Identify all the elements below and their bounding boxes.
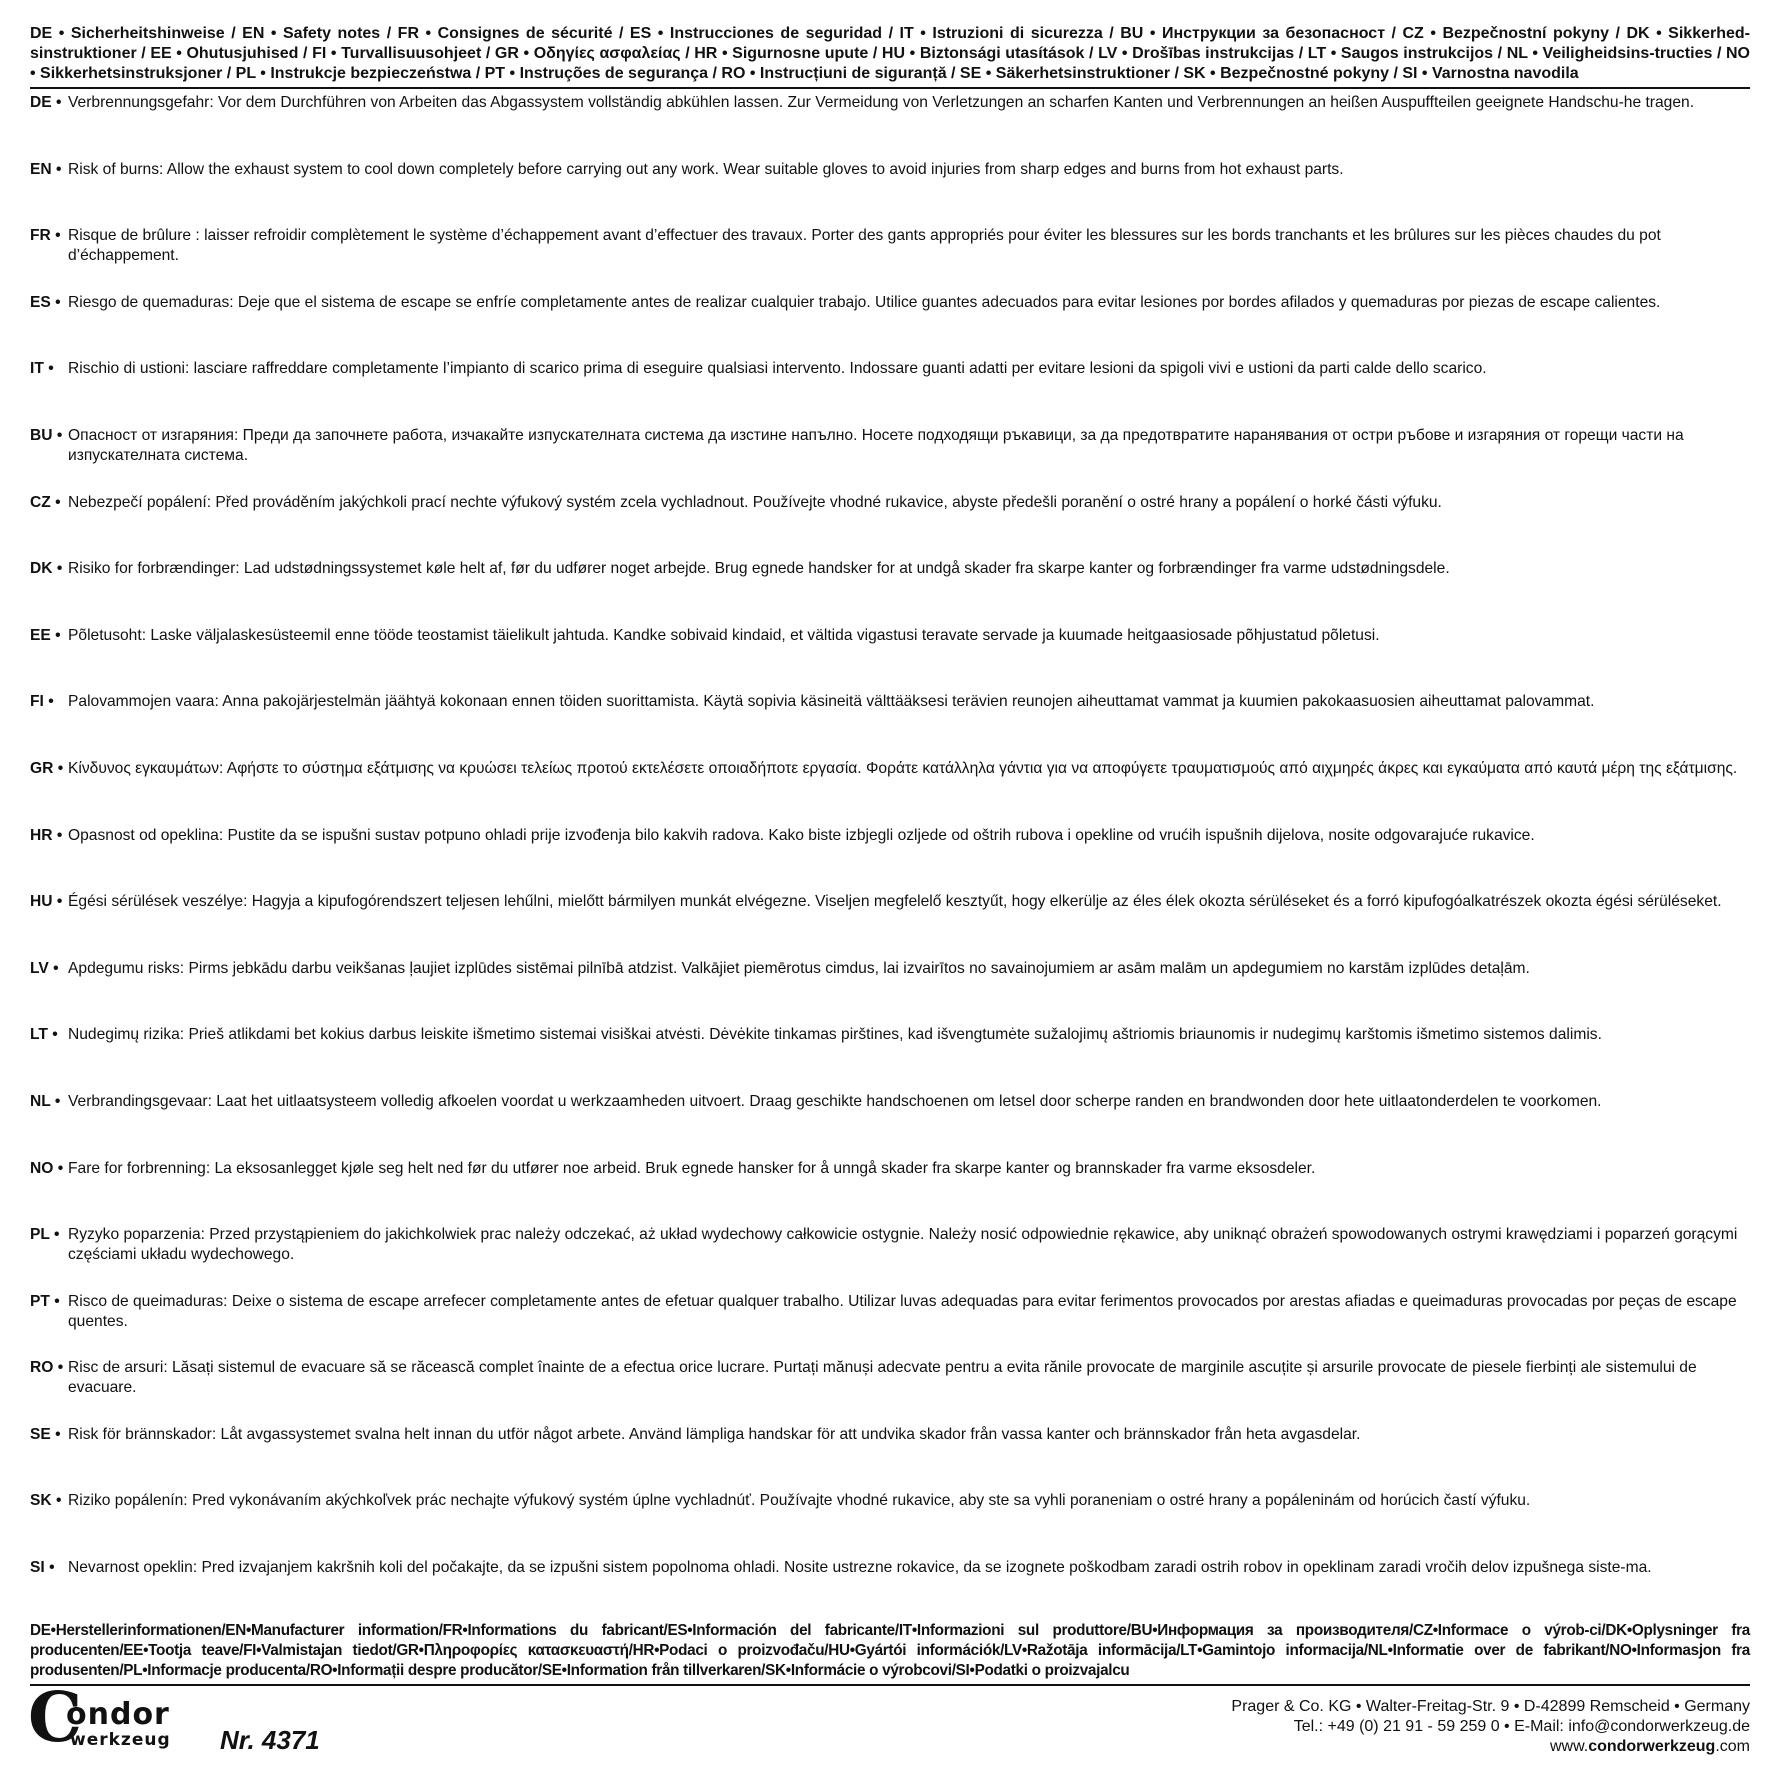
language-code: RO • xyxy=(30,1359,64,1377)
safety-note-hu xyxy=(30,892,1750,959)
safety-note-fr xyxy=(30,226,1750,293)
safety-note-lv xyxy=(30,959,1750,1026)
safety-note-pl xyxy=(30,1225,1750,1292)
safety-note-text: Verbrandingsgevaar: Laat het uitlaatsysteem volledig afkoelen voordat u werkzaamheden uitvoert. Draag geschikte handschoenen om letsel door scherpe randen en brandwonden door hete uitlaatonderdelen te voorkomen. xyxy=(68,1092,1602,1110)
language-code: PL • xyxy=(30,1226,60,1244)
safety-note-bu xyxy=(30,426,1750,493)
safety-notes-list xyxy=(30,93,1750,1625)
safety-note-dk xyxy=(30,559,1750,626)
safety-note-text: Fare for forbrenning: La eksosanlegget kjøle seg helt ned før du utfører noe arbeid. Bruk egnede hansker for å unngå skader fra skarpe kanter og brannskader fra varme eksosdeler. xyxy=(68,1159,1316,1177)
language-code: SK • xyxy=(30,1492,62,1510)
logo-initial: C xyxy=(28,1678,83,1758)
safety-note-nl xyxy=(30,1092,1750,1159)
language-code: DK • xyxy=(30,560,63,578)
safety-note-text: Risk för brännskador: Låt avgassystemet svalna helt innan du utför något arbete. Använd lämpliga handskar för att undvika skador från vassa kanter och brännskador från heta avgasdelar. xyxy=(68,1425,1361,1443)
safety-note-es xyxy=(30,293,1750,360)
safety-note-pt xyxy=(30,1292,1750,1359)
safety-note-cz xyxy=(30,493,1750,560)
language-code: LV • xyxy=(30,959,59,977)
manufacturer-info-heading: DE•Herstellerinformationen/EN•Manufacturer information/FR•Informations du fabricant/ES•Información del fabricante/IT•Informazioni sul produttore/BU•Информация за производителя/CZ•Informace o výrob-ci/DK•Oplysninger fra producenten/EE•Tootja teave/FI•Valmistajan tiedot/GR•Πληροφορίες κατασκευαστή/HR•Podaci o proizvođaču/HU•Gyártói információk/LV•Ražotāja informācija/LT•Gamintojo informacija/NL•Informatie over de fabrikant/NO•Informasjon fra produsenten/PL•Informacje producenta/RO•Informații despre producător/SE•Information från tillverkaren/SK•Informácie o výrobcovi/SI•Podatki o proizvajalcu xyxy=(30,1621,1750,1686)
safety-note-text: Apdegumu risks: Pirms jebkādu darbu veikšanas ļaujiet izplūdes sistēmai pilnībā atdzist. Valkājiet piemērotus cimdus, lai izvairītos no savainojumiem ar asām malām un apdegumiem no karstām izplūdes detaļām. xyxy=(68,959,1530,977)
safety-note-text: Nebezpečí popálení: Před prováděním jakýchkoli prací nechte výfukový systém zcela vychladnout. Používejte vhodné rukavice, abyste předešli poranění o ostré hrany a popálení o horké části výfuku. xyxy=(68,493,1442,511)
language-code: NO • xyxy=(30,1159,64,1177)
website-suffix: .com xyxy=(1715,1738,1750,1755)
safety-note-text: Κίνδυνος εγκαυμάτων: Αφήστε το σύστημα εξάτμισης να κρυώσει τελείως προτού εκτελέσετε οποιαδήποτε εργασία. Φοράτε κατάλληλα γάντια για να αποφύγετε τραυματισμούς από αιχμηρές άκρες και εγκαύματα από καυτά μέρη της εξάτμισης. xyxy=(68,759,1738,777)
language-code: EN • xyxy=(30,160,62,178)
language-code: PT • xyxy=(30,1292,60,1310)
website-domain: condorwerkzeug xyxy=(1588,1738,1716,1755)
safety-sheet xyxy=(30,24,1750,1625)
address-line: Prager & Co. KG • Walter-Freitag-Str. 9 • D-42899 Remscheid • Germany xyxy=(1231,1698,1750,1715)
safety-note-text: Ryzyko poparzenia: Przed przystąpieniem do jakichkolwiek prac należy odczekać, aż układ wydechowy całkowicie ostygnie. Należy nosić odpowiednie rękawice, aby uniknąć obrażeń spowodowanych ostrymi krawędziami i poparzeń gorącymi częściami układu wydechowego. xyxy=(68,1226,1738,1264)
safety-note-text: Risiko for forbrændinger: Lad udstødningssystemet køle helt af, før du udfører noget arbejde. Brug egnede handsker for at undgå skader fra skarpe kanter og forbrændinger fra varme udstødningsdele. xyxy=(68,560,1450,578)
website-prefix: www. xyxy=(1549,1738,1589,1755)
safety-note-gr xyxy=(30,759,1750,826)
language-code: DE • xyxy=(30,94,62,111)
safety-note-no xyxy=(30,1159,1750,1226)
language-code: EE • xyxy=(30,626,61,644)
safety-note-lt xyxy=(30,1025,1750,1092)
language-code: BU • xyxy=(30,426,63,444)
safety-note-sk xyxy=(30,1491,1750,1558)
safety-note-text: Risco de queimaduras: Deixe o sistema de escape arrefecer completamente antes de efetuar qualquer trabalho. Utilizar luvas adequadas para evitar ferimentos provocados por arestas afiadas e queimaduras provocadas por peças de escape quentes. xyxy=(68,1292,1737,1330)
language-code: LT • xyxy=(30,1026,58,1044)
language-code: HU • xyxy=(30,893,63,911)
language-code: NL • xyxy=(30,1092,61,1110)
safety-note-text: Risque de brûlure : laisser refroidir complètement le système d’échappement avant d’effectuer des travaux. Porter des gants appropriés pour éviter les blessures sur les bords tranchants et les brûlures sur les pièces chaudes du pot d’échappement. xyxy=(68,227,1661,265)
safety-note-text: Опасност от изгаряния: Преди да започнете работа, изчакайте изпускателната система да изстине напълно. Носете подходящи ръкавици, за да предотвратите наранявания от остри ръбове и изгаряния от горещи части на изпускателната система. xyxy=(68,426,1684,464)
language-code: FR • xyxy=(30,227,61,245)
safety-note-text: Opasnost od opeklina: Pustite da se ispušni sustav potpuno ohladi prije izvođenja bilo kakvih radova. Kako biste izbjegli ozljede od oštrih rubova i opekline od vrućih ispušnih dijelova, nosite odgovarajuće rukavice. xyxy=(68,826,1535,844)
language-code: HR • xyxy=(30,826,63,844)
safety-note-text: Nudegimų rizika: Prieš atlikdami bet kokius darbus leiskite išmetimo sistemai visiškai atvėsti. Dėvėkite tinkamas pirštines, kad išvengtumėte sužalojimų aštriomis briaunomis ir nudegimų karštomis išmetimo sistemos dalimis. xyxy=(68,1026,1602,1044)
language-code: FI • xyxy=(30,693,54,711)
manufacturer-address xyxy=(1231,1697,1750,1757)
language-code: IT • xyxy=(30,360,54,378)
safety-note-ee xyxy=(30,626,1750,693)
safety-note-text: Nevarnost opeklin: Pred izvajanjem kakršnih koli del počakajte, da se izpušni sistem popolnoma ohladi. Nosite ustrezne rokavice, da se izognete poškodbam zaradi ostrih robov in opeklinam zaradi vročih delov izpušnega siste-ma. xyxy=(68,1559,1652,1577)
language-code: CZ • xyxy=(30,493,61,511)
language-code: SE • xyxy=(30,1425,61,1443)
contact-line: Tel.: +49 (0) 21 91 - 59 259 0 • E-Mail: info@condorwerkzeug.de xyxy=(1293,1718,1750,1735)
safety-note-text: Põletusoht: Laske väljalaskesüsteemil enne tööde teostamist täielikult jahtuda. Kandke sobivaid kindaid, et vältida vigastusi teravate servade ja kuumade heitgaasiosade põhjustatud põletusi. xyxy=(68,626,1380,644)
safety-note-hr xyxy=(30,826,1750,893)
condor-logo xyxy=(28,1678,198,1758)
logo-word-werkzeug: werkzeug xyxy=(70,1730,171,1750)
safety-note-de xyxy=(30,93,1750,160)
safety-note-it xyxy=(30,359,1750,426)
safety-note-se xyxy=(30,1425,1750,1492)
safety-note-fi xyxy=(30,692,1750,759)
language-code: GR • xyxy=(30,759,64,777)
logo-word-ondor: ondor xyxy=(66,1697,170,1732)
language-code: ES • xyxy=(30,293,61,311)
safety-notes-heading: DE • Sicherheitshinweise / EN • Safety notes / FR • Consignes de sécurité / ES • Instrucciones de seguridad / IT • Istruzioni di sicurezza / BU • Инструкции за безопасност / CZ • Bezpečnostní pokyny / DK • Sikkerhed-sinstruktioner / EE • Ohutusjuhised / FI • Turvallisuusohjeet / GR • Οδηγίες ασφαλείας / HR • Sigurnosne upute / HU • Biztonsági utasítások / LV • Drošības instrukcijas / LT • Saugos instrukcijos / NL • Veiligheidsins-tructies / NO • Sikkerhetsinstruksjoner / PL • Instrukcje bezpieczeństwa / PT • Instruções de segurança / RO • Instrucțiuni de siguranță / SE • Säkerhetsinstruktioner / SK • Bezpečnostné pokyny / SI • Varnostna navodila xyxy=(30,24,1750,89)
safety-note-text: Risk of burns: Allow the exhaust system to cool down completely before carrying out any work. Wear suitable gloves to avoid injuries from sharp edges and burns from hot exhaust parts. xyxy=(68,160,1344,178)
safety-note-text: Égési sérülések veszélye: Hagyja a kipufogórendszert teljesen lehűlni, mielőtt bármilyen munkát elvégezne. Viseljen megfelelő kesztyűt, hogy elkerülje az éles élek okozta sérüléseket és a forró kipufogóalkatrészek okozta égési sérüléseket. xyxy=(68,893,1722,911)
safety-note-text: Riziko popálenín: Pred vykonávaním akýchkoľvek prác nechajte výfukový systém úplne vychladnúť. Používajte vhodné rukavice, aby ste sa vyhli poraneniam o ostré hrany a popáleninám od horúcich častí výfuku. xyxy=(68,1492,1531,1510)
website-line xyxy=(1231,1737,1750,1757)
safety-note-text: Verbrennungsgefahr: Vor dem Durchführen von Arbeiten das Abgassystem vollständig abkühlen lassen. Zur Vermeidung von Verletzungen an scharfen Kanten und Verbrennungen an heißen Auspuffteilen geeignete Handschu-he tragen. xyxy=(68,94,1695,111)
safety-note-text: Riesgo de quemaduras: Deje que el sistema de escape se enfríe completamente antes de realizar cualquier trabajo. Utilice guantes adecuados para evitar lesiones por bordes afilados y quemaduras por piezas de escape calientes. xyxy=(68,293,1661,311)
safety-note-text: Risc de arsuri: Lăsați sistemul de evacuare să se răcească complet înainte de a efectua orice lucrare. Purtați mănuși adecvate pentru a evita rănile provocate de marginile ascuțite și arsurile provocate de piesele fierbinți ale sistemului de evacuare. xyxy=(68,1359,1697,1397)
safety-note-text: Rischio di ustioni: lasciare raffreddare completamente l’impianto di scarico prima di eseguire qualsiasi intervento. Indossare guanti adatti per evitare lesioni da spigoli vivi e ustioni da parti calde dello scarico. xyxy=(68,360,1487,378)
language-code: SI • xyxy=(30,1559,55,1577)
safety-note-en xyxy=(30,160,1750,227)
product-number: Nr. 4371 xyxy=(220,1725,320,1755)
safety-note-ro xyxy=(30,1358,1750,1425)
safety-note-si xyxy=(30,1558,1750,1625)
safety-note-text: Palovammojen vaara: Anna pakojärjestelmän jäähtyä kokonaan ennen töiden suorittamista. Käytä sopivia käsineitä välttääksesi terävien reunojen aiheuttamat vammat ja kuumien pakokaasuosien aiheuttamat palovammat. xyxy=(68,693,1595,711)
